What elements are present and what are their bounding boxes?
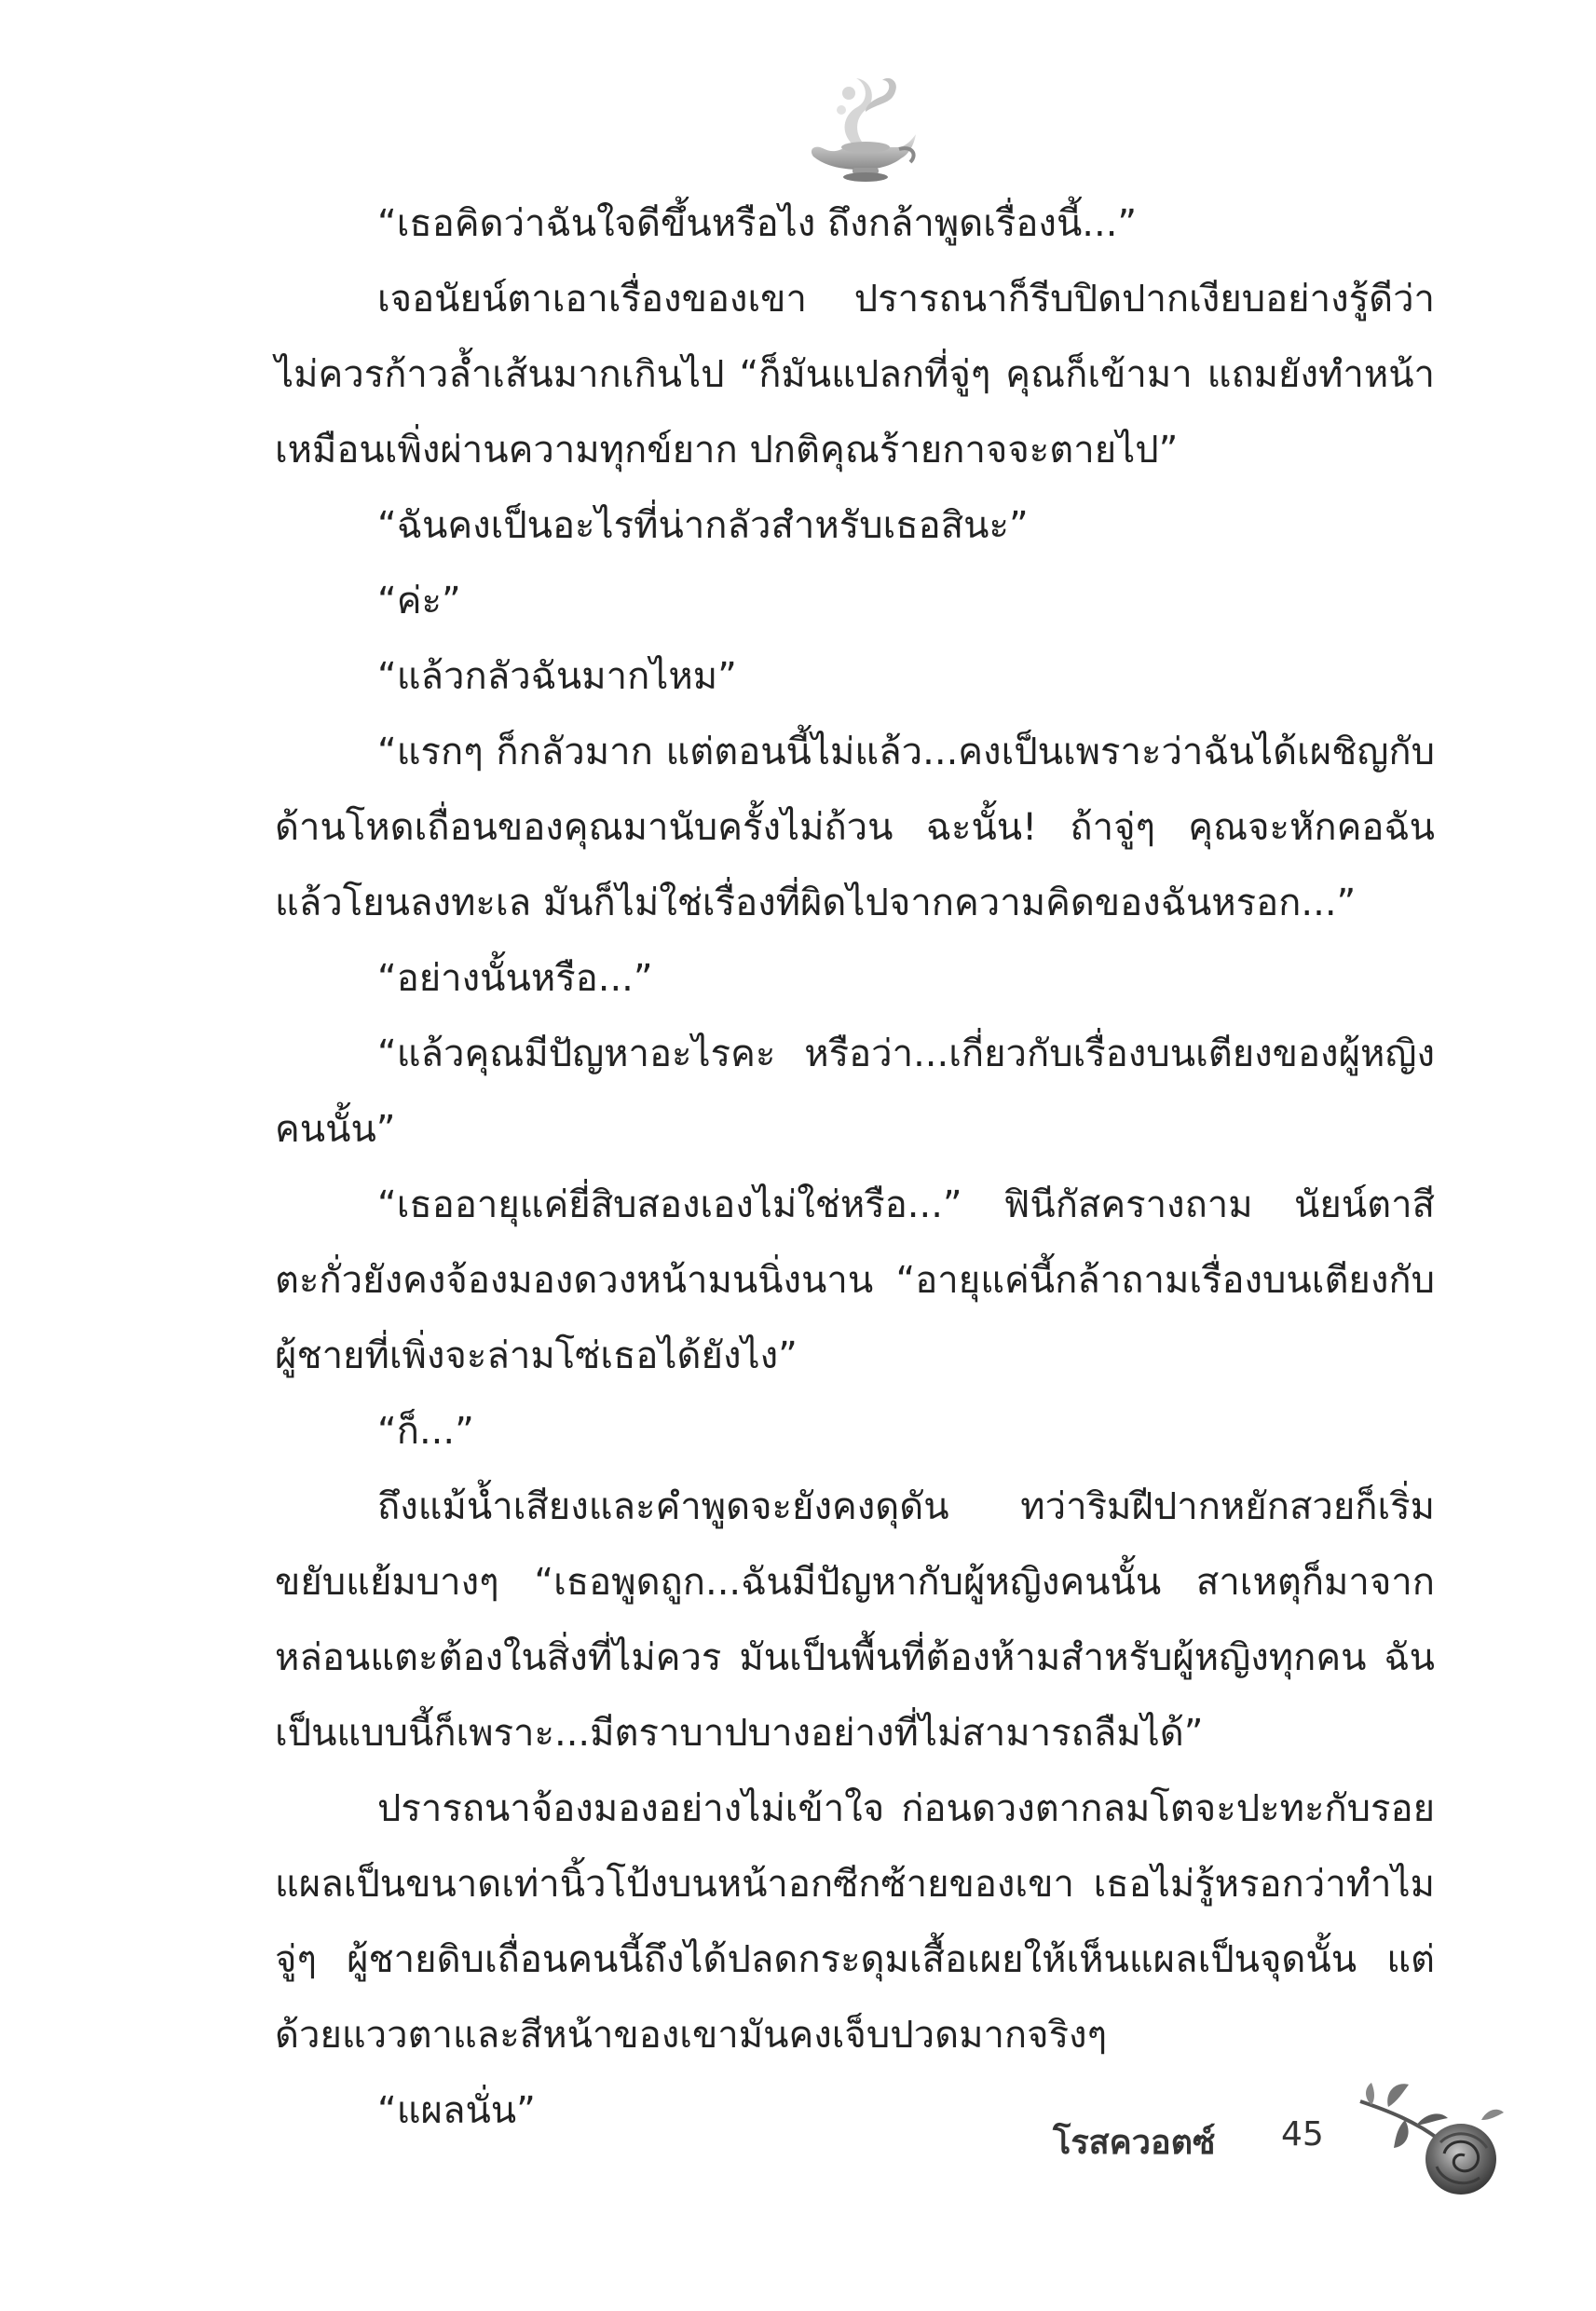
paragraph: “แผลนั่น” [377, 2089, 536, 2132]
paragraph: “ค่ะ” [377, 580, 461, 622]
paragraph: “ก็...” [377, 1410, 474, 1453]
rose-icon [1351, 2064, 1514, 2213]
story-text [275, 186, 1435, 2149]
paragraph: “แล้วคุณมีปัญหาอะไรคะ หรือว่า...เกี่ยวกับเรื่องบนเตียงของผู้หญิงคนนั้น” [275, 1032, 1435, 1151]
paragraph: ปรารถนาจ้องมองอย่างไม่เข้าใจ ก่อนดวงตากลมโตจะปะทะกับรอยแผลเป็นขนาดเท่านิ้วโป้งบนหน้าอกซีกซ้ายของเขา เธอไม่รู้หรอกว่าทำไมจู่ๆ ผู้ชายดิบเถื่อนคนนี้ถึงได้ปลดกระดุมเสื้อเผยให้เห็นแผลเป็นจุดนั้น แต่ด้วยแววตาและสีหน้าของเขามันคงเจ็บปวดมากจริงๆ [275, 1787, 1435, 2057]
paragraph: “แล้วกลัวฉันมากไหม” [377, 655, 737, 698]
page-number: 45 [1281, 2115, 1324, 2154]
paragraph: “เธออายุแค่ยี่สิบสองเองไม่ใช่หรือ...” ฟินีกัสครางถาม นัยน์ตาสีตะกั่วยังคงจ้องมองดวงหน้ามนนิ่งนาน “อายุแค่นี้กล้าถามเรื่องบนเตียงกับผู้ชายที่เพิ่งจะล่ามโซ่เธอได้ยังไง” [275, 1183, 1435, 1377]
paragraph: เจอนัยน์ตาเอาเรื่องของเขา ปรารถนาก็รีบปิดปากเงียบอย่างรู้ดีว่าไม่ควรก้าวล้ำเส้นมากเกินไป “ก็มันแปลกที่จู่ๆ คุณก็เข้ามา แถมยังทำหน้าเหมือนเพิ่งผ่านความทุกข์ยาก ปกติคุณร้ายกาจจะตายไป” [275, 278, 1435, 472]
magic-lamp-icon [787, 56, 927, 196]
book-title: โรสควอตซ์ [1053, 2124, 1216, 2162]
paragraph: “แรกๆ ก็กลัวมาก แต่ตอนนี้ไม่แล้ว...คงเป็นเพราะว่าฉันได้เผชิญกับด้านโหดเถื่อนของคุณมานับครั้งไม่ถ้วน ฉะนั้น! ถ้าจู่ๆ คุณจะหักคอฉันแล้วโยนลงทะเล มันก็ไม่ใช่เรื่องที่ผิดไปจากความคิดของฉันหรอก...” [275, 731, 1435, 924]
paragraph: “เธอคิดว่าฉันใจดีขึ้นหรือไง ถึงกล้าพูดเรื่องนี้...” [377, 202, 1138, 245]
paragraph: ถึงแม้น้ำเสียงและคำพูดจะยังคงดุดัน ทว่าริมฝีปากหยักสวยก็เริ่มขยับแย้มบางๆ “เธอพูดถูก...ฉันมีปัญหากับผู้หญิงคนนั้น สาเหตุก็มาจากหล่อนแตะต้องในสิ่งที่ไม่ควร มันเป็นพื้นที่ต้องห้ามสำหรับผู้หญิงทุกคน ฉันเป็นแบบนี้ก็เพราะ...มีตราบาปบางอย่างที่ไม่สามารถลืมได้” [275, 1485, 1435, 1755]
paragraph: “อย่างนั้นหรือ...” [377, 957, 653, 1000]
paragraph: “ฉันคงเป็นอะไรที่น่ากลัวสำหรับเธอสินะ” [377, 504, 1029, 547]
